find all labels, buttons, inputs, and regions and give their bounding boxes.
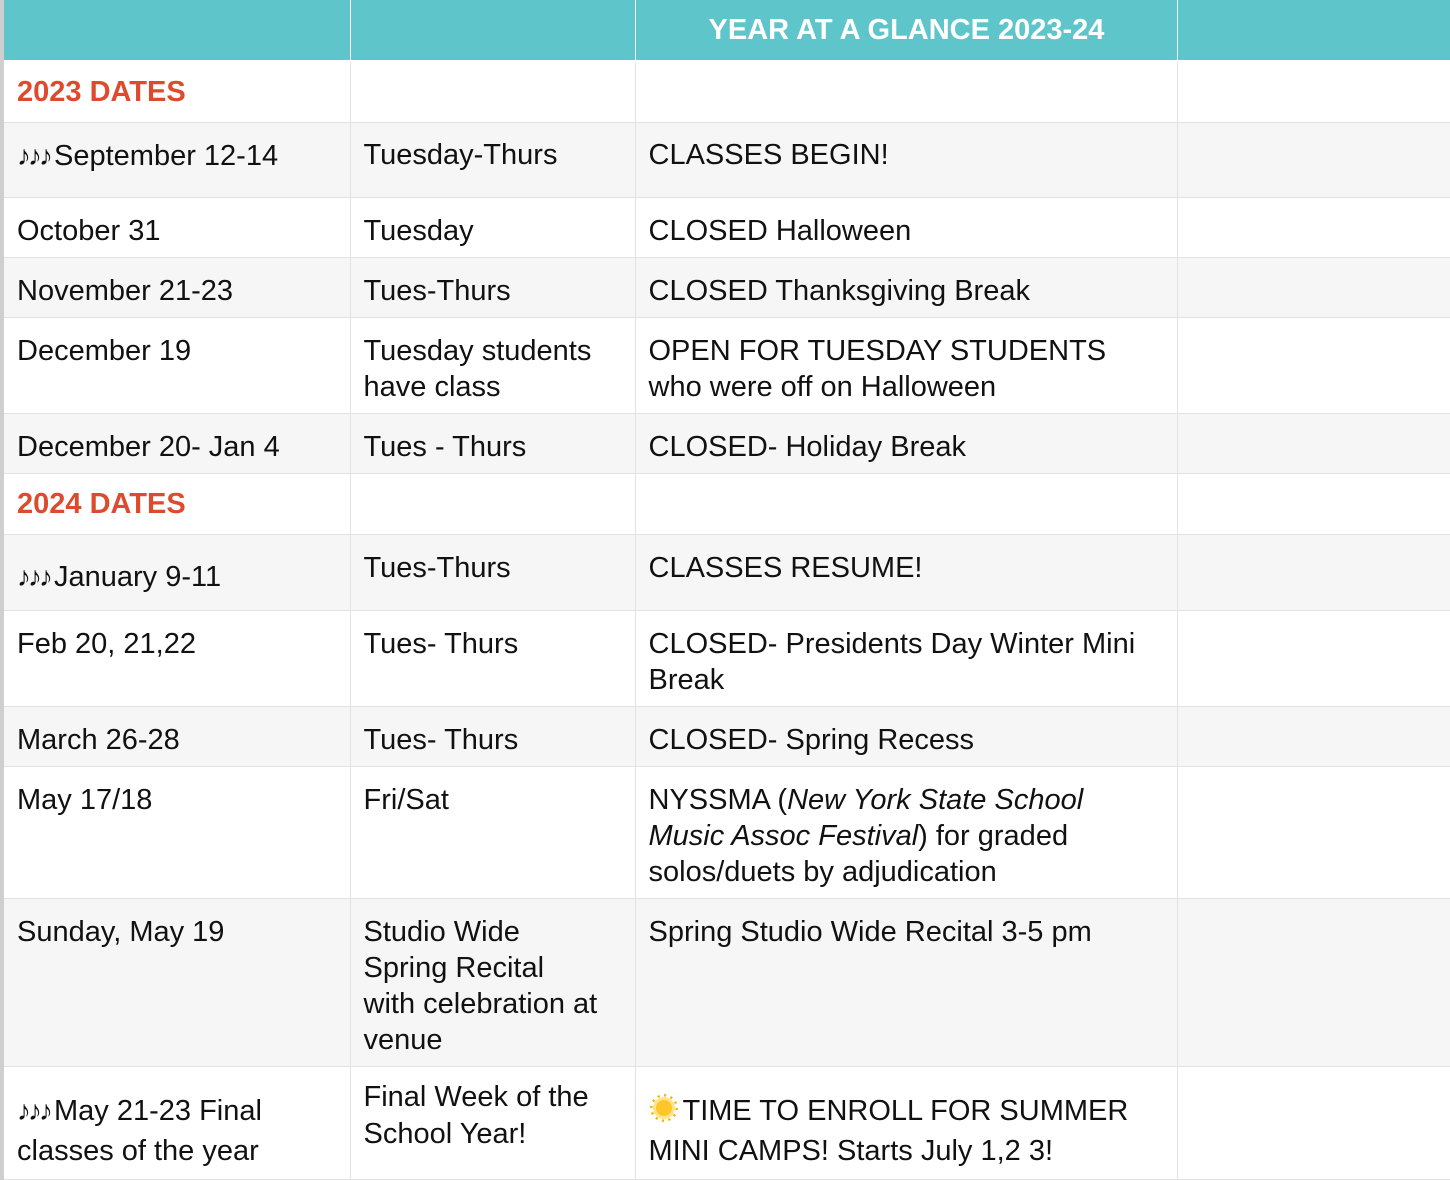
empty-cell[interactable] bbox=[1177, 1067, 1450, 1180]
header-cell-a[interactable] bbox=[2, 0, 350, 61]
event-cell[interactable] bbox=[635, 535, 1177, 611]
days-text: with celebration at bbox=[363, 988, 598, 1020]
empty-cell[interactable] bbox=[1177, 198, 1450, 258]
date-cell[interactable] bbox=[2, 707, 350, 767]
event-text: ) for graded bbox=[918, 820, 1069, 852]
empty-cell[interactable] bbox=[1177, 318, 1450, 414]
date-text: December 19 bbox=[17, 335, 192, 367]
event-text: Spring Studio Wide Recital 3-5 pm bbox=[648, 916, 1092, 948]
days-text: Spring Recital bbox=[363, 952, 545, 984]
days-text: Tuesday bbox=[363, 215, 474, 247]
event-cell[interactable] bbox=[635, 707, 1177, 767]
days-text: Fri/Sat bbox=[363, 784, 449, 816]
days-text: Tues- Thurs bbox=[363, 628, 519, 660]
empty-cell[interactable] bbox=[635, 474, 1177, 535]
empty-cell[interactable] bbox=[1177, 767, 1450, 899]
date-cell[interactable] bbox=[2, 123, 350, 198]
table-row bbox=[2, 535, 1450, 611]
days-text: venue bbox=[363, 1024, 443, 1056]
event-text: CLASSES BEGIN! bbox=[648, 139, 889, 171]
days-cell[interactable] bbox=[350, 318, 635, 414]
days-text: Tuesday students bbox=[363, 335, 592, 367]
date-text: May 21-23 Final bbox=[54, 1095, 262, 1127]
table-row bbox=[2, 318, 1450, 414]
event-text: CLASSES RESUME! bbox=[648, 552, 923, 584]
table-row bbox=[2, 899, 1450, 1067]
section-cell[interactable] bbox=[2, 61, 350, 123]
empty-cell[interactable] bbox=[1177, 61, 1450, 123]
event-text: CLOSED- Presidents Day Winter Mini bbox=[648, 628, 1136, 660]
event-italic-text: Music Assoc Festival bbox=[648, 820, 919, 852]
sun-icon bbox=[649, 1093, 679, 1123]
days-cell[interactable] bbox=[350, 899, 635, 1067]
table-row bbox=[2, 707, 1450, 767]
date-text: Sunday, May 19 bbox=[17, 916, 225, 948]
empty-cell[interactable] bbox=[350, 61, 635, 123]
date-cell[interactable] bbox=[2, 611, 350, 707]
event-text: CLOSED Thanksgiving Break bbox=[648, 275, 1030, 307]
section-label-2023: 2023 DATES bbox=[17, 76, 186, 108]
days-text: Tues-Thurs bbox=[363, 552, 511, 584]
days-text: School Year! bbox=[363, 1118, 527, 1150]
event-cell[interactable] bbox=[635, 123, 1177, 198]
event-cell[interactable] bbox=[635, 198, 1177, 258]
music-notes-icon: ♪♪♪ bbox=[17, 140, 50, 171]
empty-cell[interactable] bbox=[1177, 899, 1450, 1067]
days-cell[interactable] bbox=[350, 707, 635, 767]
date-cell[interactable] bbox=[2, 414, 350, 474]
header-cell-b[interactable] bbox=[350, 0, 635, 61]
empty-cell[interactable] bbox=[1177, 707, 1450, 767]
days-cell[interactable] bbox=[350, 198, 635, 258]
days-text: Tues - Thurs bbox=[363, 431, 527, 463]
sheet-title[interactable]: YEAR AT A GLANCE 2023-24 bbox=[635, 0, 1177, 61]
days-cell[interactable] bbox=[350, 767, 635, 899]
days-cell[interactable] bbox=[350, 258, 635, 318]
table-row bbox=[2, 414, 1450, 474]
table-row bbox=[2, 123, 1450, 198]
date-text: November 21-23 bbox=[17, 275, 233, 307]
date-text: May 17/18 bbox=[17, 784, 153, 816]
event-cell[interactable] bbox=[635, 414, 1177, 474]
empty-cell[interactable] bbox=[1177, 474, 1450, 535]
date-text: March 26-28 bbox=[17, 724, 180, 756]
days-text: have class bbox=[363, 371, 501, 403]
table-row bbox=[2, 198, 1450, 258]
table-row bbox=[2, 611, 1450, 707]
days-text: Final Week of the bbox=[363, 1081, 589, 1113]
days-cell[interactable] bbox=[350, 414, 635, 474]
event-text: CLOSED- Spring Recess bbox=[648, 724, 975, 756]
event-text: MINI CAMPS! Starts July 1,2 3! bbox=[648, 1135, 1053, 1167]
empty-cell[interactable] bbox=[350, 474, 635, 535]
empty-cell[interactable] bbox=[1177, 258, 1450, 318]
days-text: Studio Wide bbox=[363, 916, 520, 948]
event-cell[interactable] bbox=[635, 1067, 1177, 1180]
header-row bbox=[2, 0, 1450, 61]
table-row bbox=[2, 258, 1450, 318]
date-text: October 31 bbox=[17, 215, 161, 247]
section-cell[interactable] bbox=[2, 474, 350, 535]
date-cell[interactable] bbox=[2, 899, 350, 1067]
event-text: OPEN FOR TUESDAY STUDENTS bbox=[648, 335, 1107, 367]
empty-cell[interactable] bbox=[1177, 414, 1450, 474]
empty-cell[interactable] bbox=[635, 61, 1177, 123]
music-notes-icon: ♪♪♪ bbox=[17, 1095, 50, 1126]
empty-cell[interactable] bbox=[1177, 123, 1450, 198]
days-text: Tues- Thurs bbox=[363, 724, 519, 756]
date-text: January 9-11 bbox=[54, 561, 222, 593]
event-cell[interactable] bbox=[635, 611, 1177, 707]
event-cell[interactable] bbox=[635, 318, 1177, 414]
days-cell[interactable] bbox=[350, 535, 635, 611]
date-cell[interactable] bbox=[2, 767, 350, 899]
date-cell[interactable] bbox=[2, 198, 350, 258]
event-italic-text: New York State School bbox=[787, 784, 1084, 816]
event-text: TIME TO ENROLL FOR SUMMER bbox=[682, 1095, 1129, 1127]
event-cell[interactable] bbox=[635, 899, 1177, 1067]
event-text: Break bbox=[648, 664, 725, 696]
date-text: Feb 20, 21,22 bbox=[17, 628, 196, 660]
section-label-2024: 2024 DATES bbox=[17, 488, 186, 520]
event-cell[interactable] bbox=[635, 767, 1177, 899]
days-text: Tues-Thurs bbox=[363, 275, 511, 307]
section-row-2023 bbox=[2, 61, 1450, 123]
table-row bbox=[2, 767, 1450, 899]
event-text: who were off on Halloween bbox=[648, 371, 997, 403]
date-cell[interactable] bbox=[2, 318, 350, 414]
empty-cell[interactable] bbox=[1177, 611, 1450, 707]
days-cell[interactable] bbox=[350, 1067, 635, 1180]
music-notes-icon: ♪♪♪ bbox=[17, 561, 50, 592]
date-text: classes of the year bbox=[17, 1135, 259, 1167]
days-cell[interactable] bbox=[350, 123, 635, 198]
header-cell-d[interactable] bbox=[1177, 0, 1450, 61]
empty-cell[interactable] bbox=[1177, 535, 1450, 611]
section-row-2024 bbox=[2, 474, 1450, 535]
event-cell[interactable] bbox=[635, 258, 1177, 318]
date-text: September 12-14 bbox=[54, 140, 279, 172]
date-cell[interactable] bbox=[2, 1067, 350, 1180]
days-text: Tuesday-Thurs bbox=[363, 139, 558, 171]
event-text: CLOSED Halloween bbox=[648, 215, 912, 247]
table-row bbox=[2, 1067, 1450, 1180]
event-text: CLOSED- Holiday Break bbox=[648, 431, 966, 463]
event-text: NYSSMA ( bbox=[648, 784, 788, 816]
date-cell[interactable] bbox=[2, 258, 350, 318]
days-cell[interactable] bbox=[350, 611, 635, 707]
event-text: solos/duets by adjudication bbox=[648, 856, 997, 888]
date-cell[interactable] bbox=[2, 535, 350, 611]
date-text: December 20- Jan 4 bbox=[17, 431, 280, 463]
